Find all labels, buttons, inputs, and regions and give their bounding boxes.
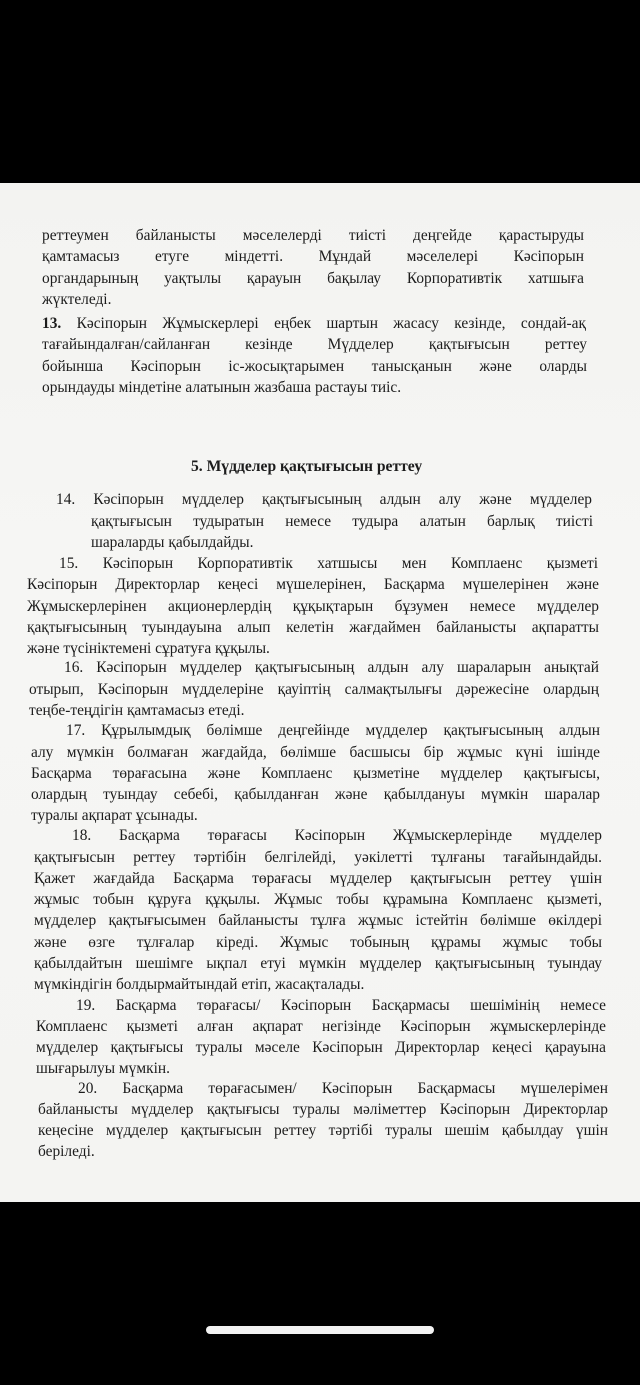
paragraph-20-line: байланысты мүдделер қақтығысы туралы мәліметтер Кәсіпорын Директорлар xyxy=(38,1101,608,1118)
paragraph-17-line: Басқарма төрағасына және Комплаенс қызметіне мүдделер қақтығысы, xyxy=(31,765,600,782)
paragraph-13-number: 13. xyxy=(42,315,62,332)
paragraph-19-line: мүдделер қақтығысы туралы мәселе Кәсіпорын Директорлар кеңесі қарауына xyxy=(36,1039,606,1056)
paragraph-14-line: 14. Кәсіпорын мүдделер қақтығысының алдын алу және мүдделер xyxy=(56,491,592,508)
paragraph-13-line xyxy=(42,313,586,334)
paragraph-18-line: қақтығысын реттеу тәртібін белгілейді, уәкілетті тұлғаны тағайындайды. xyxy=(34,849,602,866)
paragraph-19-line: Комплаенс қызметі алған ақпарат негізінде Кәсіпорын жұмыскерлерінде xyxy=(36,1018,606,1035)
paragraph-18-line: мүдделер қақтығысымен байланысты тұлға жұмыс істейтін бөлімше өкілдері xyxy=(34,912,602,929)
paragraph-13-line: орындауды міндетіне алатынын жазбаша растауы тиіс. xyxy=(42,379,402,396)
intro-line: реттеумен байланысты мәселелерді тиісті деңгейде қарастыруды xyxy=(42,227,584,244)
paragraph-17-line: олардың туындау себебі, қабылданған және қабылдануы мүмкін шаралар xyxy=(31,786,600,803)
paragraph-19-line: шығарылуы мүмкін. xyxy=(36,1060,170,1077)
paragraph-19-line: 19. Басқарма төрағасы/ Кәсіпорын Басқармасы шешімінің немесе xyxy=(76,997,606,1014)
paragraph-18-line: мүмкіндігін болдырмайтындай етіп, жасақталады. xyxy=(34,976,365,993)
paragraph-15-line: Жұмыскерлерінен акционерлердің құқықтарын бұзумен немесе мүдделер xyxy=(27,598,599,615)
paragraph-18-line: қабылдайтын шешімге ықпал етуі мүмкін мүдделер қақтығысының туындау xyxy=(34,955,602,972)
paragraph-13-line: бойынша Кәсіпорын іс-жосықтарымен танысқанын және оларды xyxy=(42,358,587,375)
paragraph-20-line: беріледі. xyxy=(38,1143,95,1160)
intro-line: жүктеледі. xyxy=(42,291,112,308)
paragraph-18-line: және өзге тұлғалар кіреді. Жұмыс тобының құрамы жұмыс тобы xyxy=(34,934,602,951)
paragraph-15-line: 15. Кәсіпорын Корпоративтік хатшысы мен Комплаенс қызметі xyxy=(59,555,598,572)
paragraph-13-text: Кәсіпорын Жұмыскерлері еңбек шартын жасасу кезінде, сондай-ақ xyxy=(76,315,586,332)
paragraph-17-line: алу мүмкін болмаған жағдайда, бөлімше басшысы бір жұмыс күні ішінде xyxy=(31,744,600,761)
paragraph-14-line: шараларды қабылдайды. xyxy=(91,534,254,551)
intro-line: органдарының уақтылы қарауын бақылау Корпоративтік хатшыға xyxy=(42,270,584,287)
paragraph-15-line: Кәсіпорын Директорлар кеңесі мүшелерінен, Басқарма мүшелерінен және xyxy=(27,576,599,593)
paragraph-15-line: қақтығысының туындауына алып келетін жағдаймен байланысты ақпаратты xyxy=(27,619,599,636)
paragraph-17-line: туралы ақпарат ұсынады. xyxy=(31,807,198,824)
paragraph-18-line: 18. Басқарма төрағасы Кәсіпорын Жұмыскерлерінде мүдделер xyxy=(72,827,602,844)
document-page xyxy=(0,183,640,1202)
paragraph-18-line: жұмыс тобын құруға құқылы. Жұмыс тобы құрамына Комплаенс қызметі, xyxy=(34,891,602,908)
intro-line: қамтамасыз етуге міндетті. Мұндай мәселелері Кәсіпорын xyxy=(42,248,584,265)
paragraph-16-line: отырып, Кәсіпорын мүдделеріне қауіптің салмақтылығы дәрежесіне олардың xyxy=(29,681,599,698)
paragraph-18-line: Қажет жағдайда Басқарма төрағасы мүдделер қақтығысын реттеу үшін xyxy=(34,870,602,887)
paragraph-16-line: 16. Кәсіпорын мүдделер қақтығысының алдын алу шараларын анықтай xyxy=(64,659,599,676)
paragraph-20-line: кеңесіне мүдделер қақтығысын реттеу тәртібі туралы шешім қабылдау үшін xyxy=(38,1122,608,1139)
home-indicator[interactable] xyxy=(206,1326,434,1334)
paragraph-20-line: 20. Басқарма төрағасымен/ Кәсіпорын Басқармасы мүшелерімен xyxy=(78,1080,608,1097)
paragraph-16-line: теңбе-теңдігін қамтамасыз етеді. xyxy=(29,702,245,719)
paragraph-15-line: және түсініктемені сұратуға құқылы. xyxy=(27,640,270,657)
paragraph-13-line: тағайындалған/сайланған кезінде Мүдделер қақтығысын реттеу xyxy=(42,336,587,353)
paragraph-14-line: қақтығысын тудыратын немесе тудыра алатын барлық тиісті xyxy=(91,513,593,530)
section-title: 5. Мүдделер қақтығысын реттеу xyxy=(191,458,423,475)
paragraph-17-line: 17. Құрылымдық бөлімше деңгейінде мүдделер қақтығысының алдын xyxy=(66,722,600,739)
document-text xyxy=(0,183,640,1202)
top-black-bar xyxy=(0,0,640,183)
